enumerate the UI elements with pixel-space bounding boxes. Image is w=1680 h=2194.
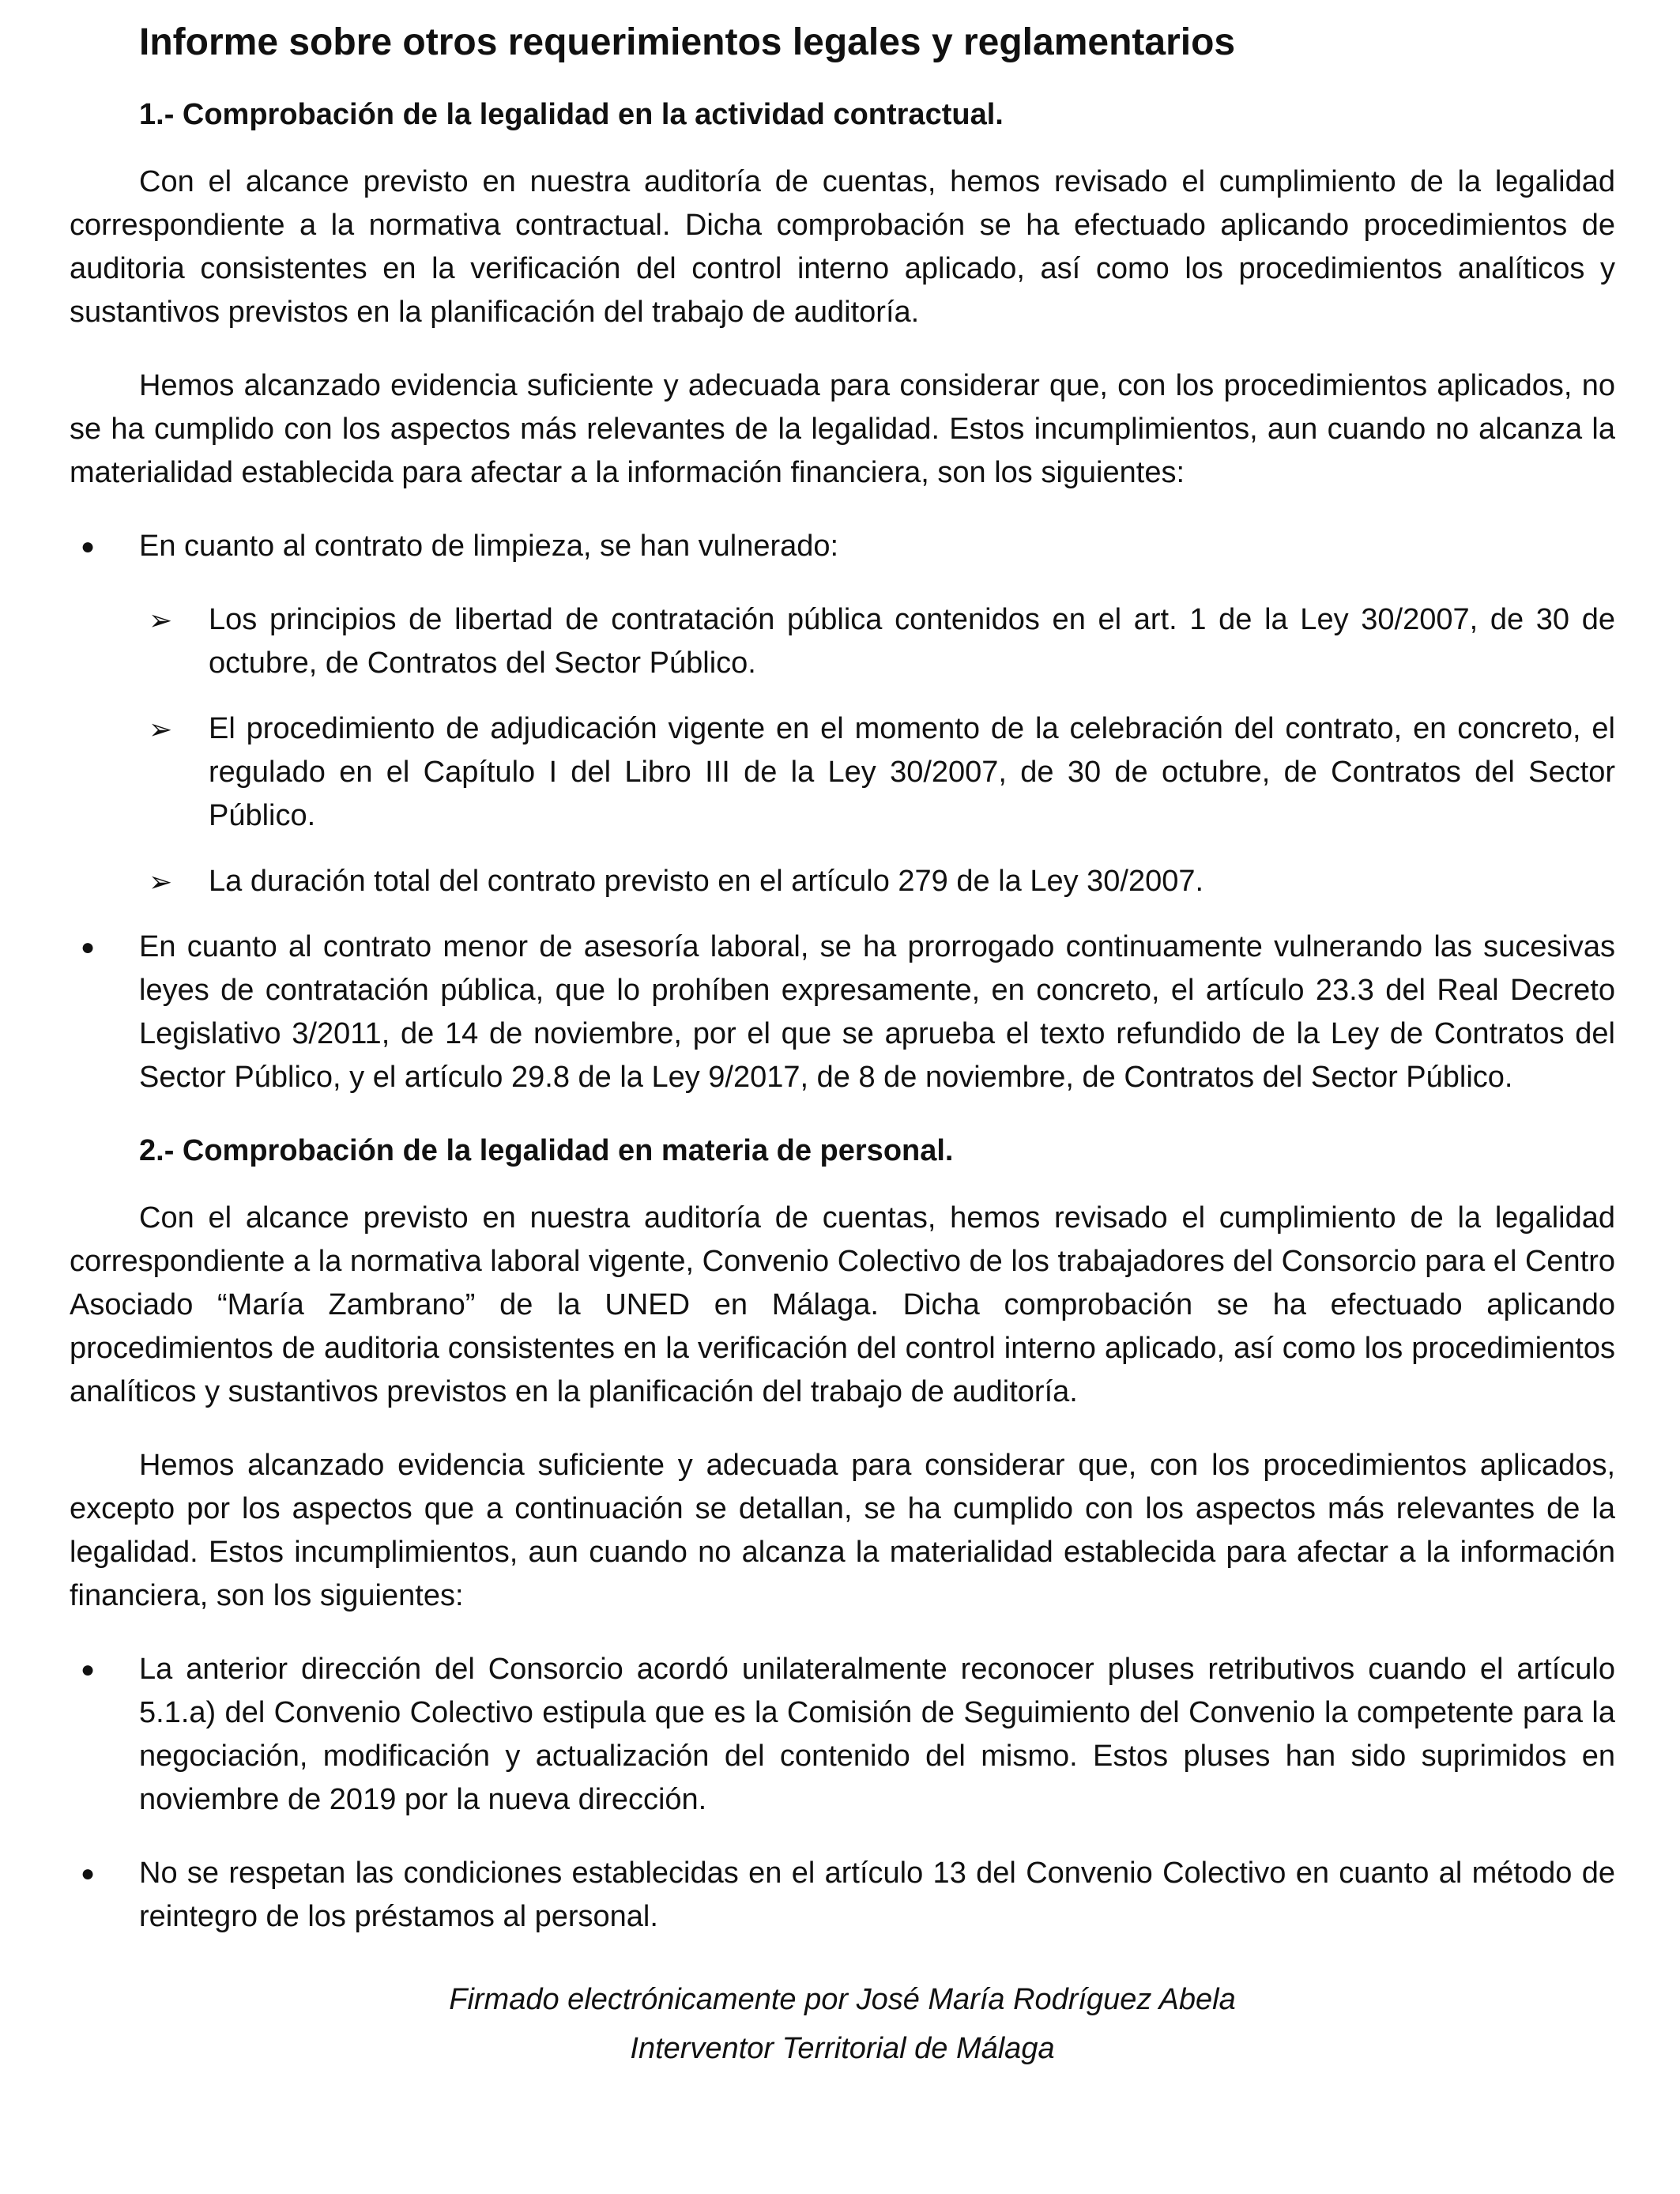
section-2-paragraph-1: Con el alcance previsto en nuestra auditoría de cuentas, hemos revisado el cumplimiento de la legalidad correspondiente a la normativa laboral vigente, Convenio Colectivo de los trabajadores del Consorcio para el Centro Asociado “María Zambrano” de la UNED en Málaga. Dicha comprobación se ha efectuado aplicando procedimientos de auditoria consistentes en la verificación del control interno aplicado, así como los procedimientos analíticos y sustantivos previstos en la planificación del trabajo de auditoría. xyxy=(70,1201,1615,1408)
list-item xyxy=(139,860,1615,903)
section-2-heading: 2.- Comprobación de la legalidad en materia de personal. xyxy=(139,1134,954,1167)
list-item xyxy=(70,525,1615,568)
list-item xyxy=(70,1852,1615,1939)
list-item xyxy=(139,707,1615,838)
signature-block xyxy=(70,1975,1615,2073)
section-1-paragraph-2: Hemos alcanzado evidencia suficiente y adecuada para considerar que, con los procedimientos aplicados, no se ha cumplido con los aspectos más relevantes de la legalidad. Estos incumplimientos, aun cuando no alcanza la materialidad establecida para afectar a la información financiera, son los siguientes: xyxy=(70,369,1615,489)
sub-item-text: La duración total del contrato previsto en el artículo 279 de la Ley 30/2007. xyxy=(209,865,1204,898)
signature-line-2: Interventor Territorial de Málaga xyxy=(630,2032,1055,2065)
bullet-text: No se respetan las condiciones establecidas en el artículo 13 del Convenio Colectivo en cuanto al método de reintegro de los préstamos al personal. xyxy=(139,1857,1615,1933)
bullet-text: En cuanto al contrato menor de asesoría laboral, se ha prorrogado continuamente vulnerando las sucesivas leyes de contratación pública, que lo prohíben expresamente, en concreto, el artículo 23.3 del Real Decreto Legislativo 3/2011, de 14 de noviembre, por el que se aprueba el texto refundido de la Ley de Contratos del Sector Público, y el artículo 29.8 de la Ley 9/2017, de 8 de noviembre, de Contratos del Sector Público. xyxy=(139,930,1615,1094)
section-1-bullet-list xyxy=(70,525,1615,568)
document-title: Informe sobre otros requerimientos legales y reglamentarios xyxy=(139,21,1236,63)
list-item xyxy=(70,1648,1615,1822)
sub-item-text: El procedimiento de adjudicación vigente en el momento de la celebración del contrato, en concreto, el regulado en el Capítulo I del Libro III de la Ley 30/2007, de 30 de octubre, de Contratos del Sector Público. xyxy=(209,712,1615,832)
section-1-paragraph-1: Con el alcance previsto en nuestra auditoría de cuentas, hemos revisado el cumplimiento de la legalidad correspondiente a la normativa contractual. Dicha comprobación se ha efectuado aplicando procedimientos de auditoria consistentes en la verificación del control interno aplicado, así como los procedimientos analíticos y sustantivos previstos en la planificación del trabajo de auditoría. xyxy=(70,165,1615,329)
sub-item-text: Los principios de libertad de contratación pública contenidos en el art. 1 de la Ley 30/2007, de 30 de octubre, de Contratos del Sector Público. xyxy=(209,603,1615,680)
bullet-icon: ● xyxy=(81,533,96,560)
section-1-heading: 1.- Comprobación de la legalidad en la actividad contractual. xyxy=(139,98,1004,131)
section-1-bullet-list-2 xyxy=(70,925,1615,1099)
arrow-icon: ➢ xyxy=(149,604,173,636)
arrow-icon: ➢ xyxy=(149,713,173,745)
section-2-paragraph-2: Hemos alcanzado evidencia suficiente y adecuada para considerar que, con los procedimientos aplicados, excepto por los aspectos que a continuación se detallan, se ha cumplido con los aspectos más relevantes de la legalidad. Estos incumplimientos, aun cuando no alcanza la materialidad establecida para afectar a la información financiera, son los siguientes: xyxy=(70,1449,1615,1612)
list-item xyxy=(70,925,1615,1099)
bullet-icon: ● xyxy=(81,1657,96,1683)
bullet-icon: ● xyxy=(81,934,96,960)
arrow-icon: ➢ xyxy=(149,865,173,898)
list-item xyxy=(139,598,1615,685)
bullet-text: En cuanto al contrato de limpieza, se han vulnerado: xyxy=(139,530,839,563)
signature-line-1: Firmado electrónicamente por José María Rodríguez Abela xyxy=(449,1983,1236,2016)
bullet-text: La anterior dirección del Consorcio acordó unilateralmente reconocer pluses retributivos cuando el artículo 5.1.a) del Convenio Colectivo estipula que es la Comisión de Seguimiento del Convenio la competente para la negociación, modificación y actualización del contenido del mismo. Estos pluses han sido suprimidos en noviembre de 2019 por la nueva dirección. xyxy=(139,1653,1615,1816)
bullet-icon: ● xyxy=(81,1860,96,1887)
section-2-bullet-list xyxy=(70,1648,1615,1939)
section-1-sub-list xyxy=(70,598,1615,903)
